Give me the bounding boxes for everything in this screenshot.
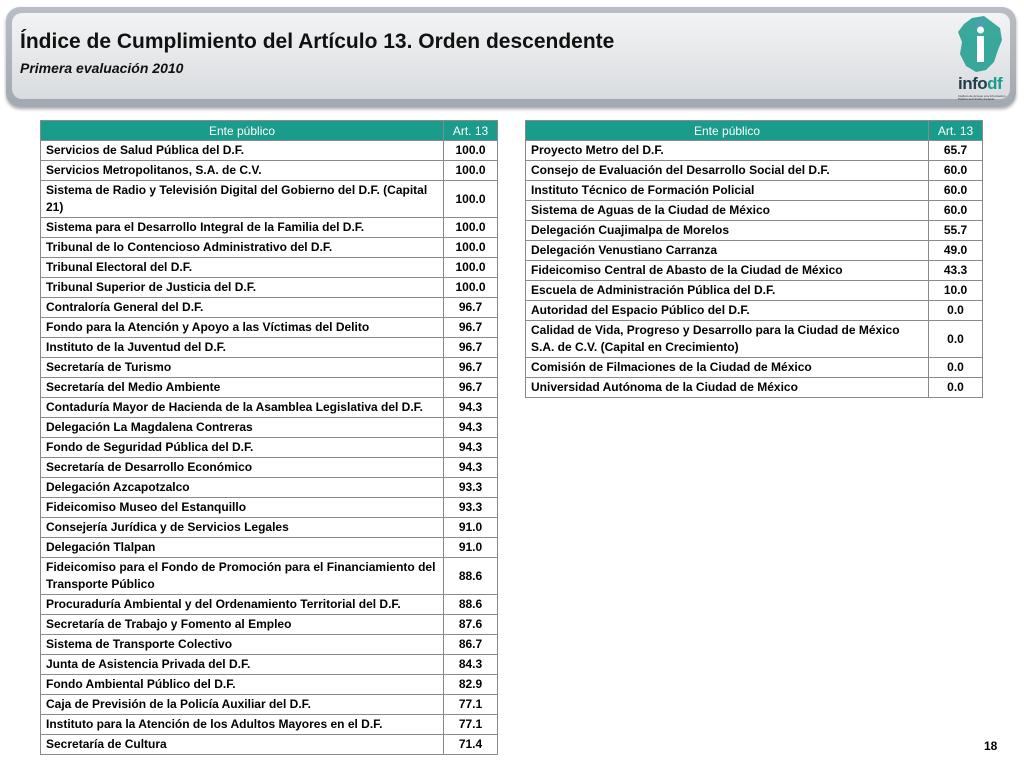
score-cell: 100.0 — [444, 218, 498, 238]
score-cell: 100.0 — [444, 141, 498, 161]
score-cell: 87.6 — [444, 615, 498, 635]
entity-cell: Secretaría de Trabajo y Fomento al Empleo — [41, 615, 444, 635]
table-row — [526, 221, 983, 241]
score-cell: 86.7 — [444, 635, 498, 655]
table-row — [526, 321, 983, 358]
score-cell: 100.0 — [444, 181, 498, 218]
score-cell: 65.7 — [929, 141, 983, 161]
table-row — [41, 181, 498, 218]
table-row — [526, 181, 983, 201]
score-cell: 60.0 — [929, 201, 983, 221]
entity-cell: Sistema de Radio y Televisión Digital del Gobierno del D.F. (Capital 21) — [41, 181, 444, 218]
table-row — [41, 298, 498, 318]
logo-wordmark: infodf — [958, 74, 1003, 93]
entity-cell: Instituto para la Atención de los Adultos Mayores en el D.F. — [41, 715, 444, 735]
table-row — [41, 518, 498, 538]
score-cell: 82.9 — [444, 675, 498, 695]
entity-cell: Procuraduría Ambiental y del Ordenamiento Territorial del D.F. — [41, 595, 444, 615]
score-cell: 91.0 — [444, 538, 498, 558]
score-cell: 43.3 — [929, 261, 983, 281]
score-cell: 93.3 — [444, 498, 498, 518]
score-cell: 96.7 — [444, 318, 498, 338]
page-title: Índice de Cumplimiento del Artículo 13. Orden descendente — [20, 30, 615, 53]
entity-cell: Delegación Tlalpan — [41, 538, 444, 558]
score-cell: 0.0 — [929, 321, 983, 358]
score-cell: 94.3 — [444, 418, 498, 438]
entity-cell: Sistema para el Desarrollo Integral de la Familia del D.F. — [41, 218, 444, 238]
entity-cell: Secretaría de Turismo — [41, 358, 444, 378]
table-row — [41, 675, 498, 695]
score-cell: 84.3 — [444, 655, 498, 675]
entity-cell: Contraloría General del D.F. — [41, 298, 444, 318]
table-row — [41, 715, 498, 735]
score-cell: 96.7 — [444, 378, 498, 398]
table-row — [526, 378, 983, 398]
score-cell: 88.6 — [444, 595, 498, 615]
score-cell: 77.1 — [444, 695, 498, 715]
entity-cell: Fideicomiso Central de Abasto de la Ciudad de México — [526, 261, 929, 281]
score-cell: 94.3 — [444, 458, 498, 478]
table-row — [41, 141, 498, 161]
score-cell: 100.0 — [444, 278, 498, 298]
table-row — [526, 241, 983, 261]
score-cell: 100.0 — [444, 238, 498, 258]
entity-cell: Universidad Autónoma de la Ciudad de México — [526, 378, 929, 398]
table-row — [526, 141, 983, 161]
entity-cell: Junta de Asistencia Privada del D.F. — [41, 655, 444, 675]
score-cell: 60.0 — [929, 181, 983, 201]
table-row — [526, 201, 983, 221]
entity-cell: Instituto Técnico de Formación Policial — [526, 181, 929, 201]
table-row — [41, 358, 498, 378]
score-cell: 10.0 — [929, 281, 983, 301]
table-row — [41, 558, 498, 595]
entity-cell: Consejo de Evaluación del Desarrollo Social del D.F. — [526, 161, 929, 181]
score-cell: 49.0 — [929, 241, 983, 261]
score-cell: 0.0 — [929, 378, 983, 398]
table-header-row — [526, 121, 983, 141]
entity-cell: Autoridad del Espacio Público del D.F. — [526, 301, 929, 321]
header-band — [6, 7, 1016, 107]
entity-cell: Calidad de Vida, Progreso y Desarrollo para la Ciudad de México S.A. de C.V. (Capital en Crecimiento) — [526, 321, 929, 358]
table-row — [41, 338, 498, 358]
entity-cell: Delegación Venustiano Carranza — [526, 241, 929, 261]
entity-cell: Tribunal de lo Contencioso Administrativo del D.F. — [41, 238, 444, 258]
entity-cell: Instituto de la Juventud del D.F. — [41, 338, 444, 358]
table-row — [41, 378, 498, 398]
score-cell: 60.0 — [929, 161, 983, 181]
entity-cell: Contaduría Mayor de Hacienda de la Asamblea Legislativa del D.F. — [41, 398, 444, 418]
score-cell: 94.3 — [444, 438, 498, 458]
page-subtitle: Primera evaluación 2010 — [20, 60, 184, 76]
map-logo-icon — [950, 14, 1012, 74]
entity-cell: Delegación Azcapotzalco — [41, 478, 444, 498]
score-cell: 88.6 — [444, 558, 498, 595]
entity-cell: Fondo Ambiental Público del D.F. — [41, 675, 444, 695]
table-row — [41, 635, 498, 655]
entity-cell: Secretaría de Desarrollo Económico — [41, 458, 444, 478]
table-row — [41, 458, 498, 478]
score-cell: 96.7 — [444, 298, 498, 318]
table-row — [41, 161, 498, 181]
table-row — [41, 498, 498, 518]
score-cell: 100.0 — [444, 258, 498, 278]
column-header-entity: Ente público — [526, 121, 929, 141]
entity-cell: Fondo para la Atención y Apoyo a las Víctimas del Delito — [41, 318, 444, 338]
table-header-row — [41, 121, 498, 141]
score-cell: 96.7 — [444, 358, 498, 378]
entity-cell: Servicios Metropolitanos, S.A. de C.V. — [41, 161, 444, 181]
table-row — [41, 278, 498, 298]
logo-caption: Instituto de Acceso a la Información Pública del Distrito Federal — [958, 94, 1006, 101]
entity-cell: Sistema de Aguas de la Ciudad de México — [526, 201, 929, 221]
score-cell: 100.0 — [444, 161, 498, 181]
entity-cell: Consejería Jurídica y de Servicios Legales — [41, 518, 444, 538]
table-row — [41, 735, 498, 755]
table-row — [41, 318, 498, 338]
table-row — [526, 301, 983, 321]
entity-cell: Caja de Previsión de la Policía Auxiliar del D.F. — [41, 695, 444, 715]
entity-cell: Sistema de Transporte Colectivo — [41, 635, 444, 655]
table-row — [41, 615, 498, 635]
entity-cell: Comisión de Filmaciones de la Ciudad de México — [526, 358, 929, 378]
table-row — [41, 478, 498, 498]
table-row — [41, 398, 498, 418]
table-row — [41, 238, 498, 258]
score-cell: 77.1 — [444, 715, 498, 735]
entity-cell: Proyecto Metro del D.F. — [526, 141, 929, 161]
column-header-score: Art. 13 — [929, 121, 983, 141]
entity-cell: Tribunal Electoral del D.F. — [41, 258, 444, 278]
column-header-entity: Ente público — [41, 121, 444, 141]
score-cell: 96.7 — [444, 338, 498, 358]
infodf-logo — [950, 14, 1012, 102]
score-cell: 0.0 — [929, 301, 983, 321]
page-number: 18 — [984, 739, 998, 753]
entity-cell: Escuela de Administración Pública del D.F. — [526, 281, 929, 301]
score-cell: 94.3 — [444, 398, 498, 418]
table-row — [41, 655, 498, 675]
entity-cell: Secretaría de Cultura — [41, 735, 444, 755]
entity-cell: Secretaría del Medio Ambiente — [41, 378, 444, 398]
entity-cell: Delegación Cuajimalpa de Morelos — [526, 221, 929, 241]
table-row — [41, 438, 498, 458]
table-row — [41, 695, 498, 715]
table-row — [41, 218, 498, 238]
score-cell: 0.0 — [929, 358, 983, 378]
entity-cell: Servicios de Salud Pública del D.F. — [41, 141, 444, 161]
table-row — [41, 258, 498, 278]
table-row — [526, 261, 983, 281]
compliance-table-left — [40, 120, 498, 755]
table-row — [526, 281, 983, 301]
table-row — [41, 418, 498, 438]
entity-cell: Tribunal Superior de Justicia del D.F. — [41, 278, 444, 298]
column-header-score: Art. 13 — [444, 121, 498, 141]
table-row — [526, 161, 983, 181]
header-panel — [12, 13, 1010, 99]
score-cell: 71.4 — [444, 735, 498, 755]
entity-cell: Fondo de Seguridad Pública del D.F. — [41, 438, 444, 458]
compliance-table-right — [525, 120, 983, 398]
table-row — [41, 538, 498, 558]
score-cell: 55.7 — [929, 221, 983, 241]
entity-cell: Fideicomiso para el Fondo de Promoción para el Financiamiento del Transporte Público — [41, 558, 444, 595]
table-row — [526, 358, 983, 378]
score-cell: 91.0 — [444, 518, 498, 538]
table-row — [41, 595, 498, 615]
entity-cell: Fideicomiso Museo del Estanquillo — [41, 498, 444, 518]
entity-cell: Delegación La Magdalena Contreras — [41, 418, 444, 438]
score-cell: 93.3 — [444, 478, 498, 498]
